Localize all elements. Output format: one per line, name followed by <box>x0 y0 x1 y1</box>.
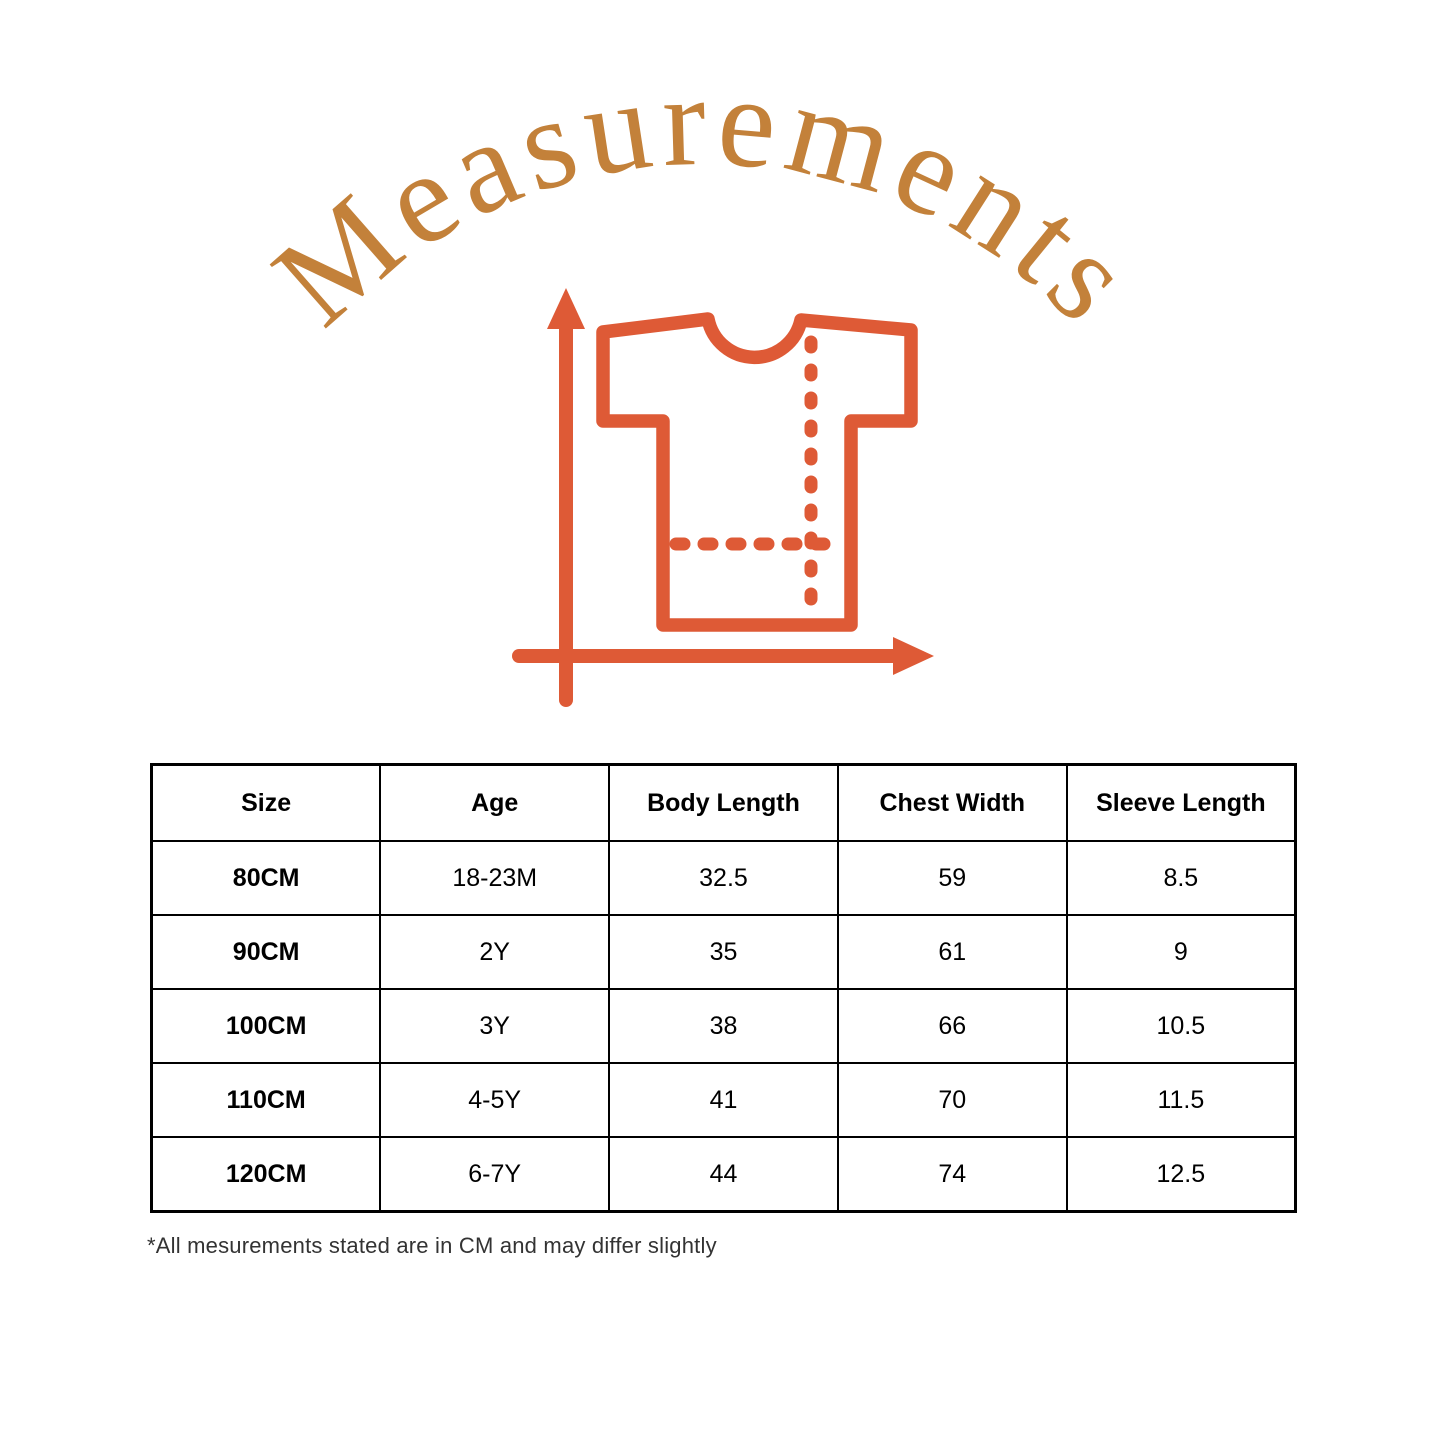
shirt-measurement-diagram <box>490 283 940 708</box>
column-header-body-length: Body Length <box>609 765 838 842</box>
table-row <box>152 1137 1296 1212</box>
chest-width-value: 66 <box>838 989 1067 1063</box>
table-row <box>152 841 1296 915</box>
age-value: 6-7Y <box>380 1137 609 1212</box>
sleeve-length-value: 11.5 <box>1067 1063 1296 1137</box>
table-row <box>152 915 1296 989</box>
body-length-value: 35 <box>609 915 838 989</box>
age-value: 2Y <box>380 915 609 989</box>
age-value: 18-23M <box>380 841 609 915</box>
tshirt-outline-icon <box>603 319 911 625</box>
y-axis-arrow-icon <box>547 288 585 700</box>
sleeve-length-value: 10.5 <box>1067 989 1296 1063</box>
table-header-row <box>152 765 1296 842</box>
size-value: 90CM <box>152 915 381 989</box>
size-value: 100CM <box>152 989 381 1063</box>
chest-width-value: 61 <box>838 915 1067 989</box>
body-length-value: 41 <box>609 1063 838 1137</box>
size-value: 110CM <box>152 1063 381 1137</box>
body-length-value: 38 <box>609 989 838 1063</box>
chest-width-value: 59 <box>838 841 1067 915</box>
chest-width-value: 70 <box>838 1063 1067 1137</box>
column-header-age: Age <box>380 765 609 842</box>
measurements-footnote: *All mesurements stated are in CM and may differ slightly <box>147 1233 717 1258</box>
table-row <box>152 989 1296 1063</box>
body-length-value: 44 <box>609 1137 838 1212</box>
body-length-value: 32.5 <box>609 841 838 915</box>
sleeve-length-value: 9 <box>1067 915 1296 989</box>
x-axis-arrow-icon <box>519 637 934 675</box>
table-row <box>152 1063 1296 1137</box>
column-header-size: Size <box>152 765 381 842</box>
sleeve-length-value: 12.5 <box>1067 1137 1296 1212</box>
age-value: 3Y <box>380 989 609 1063</box>
size-value: 80CM <box>152 841 381 915</box>
column-header-chest-width: Chest Width <box>838 765 1067 842</box>
size-table <box>150 763 1297 1213</box>
sleeve-length-value: 8.5 <box>1067 841 1296 915</box>
size-value: 120CM <box>152 1137 381 1212</box>
column-header-sleeve-length: Sleeve Length <box>1067 765 1296 842</box>
chest-width-value: 74 <box>838 1137 1067 1212</box>
age-value: 4-5Y <box>380 1063 609 1137</box>
page-title: Measurements <box>247 48 1165 354</box>
